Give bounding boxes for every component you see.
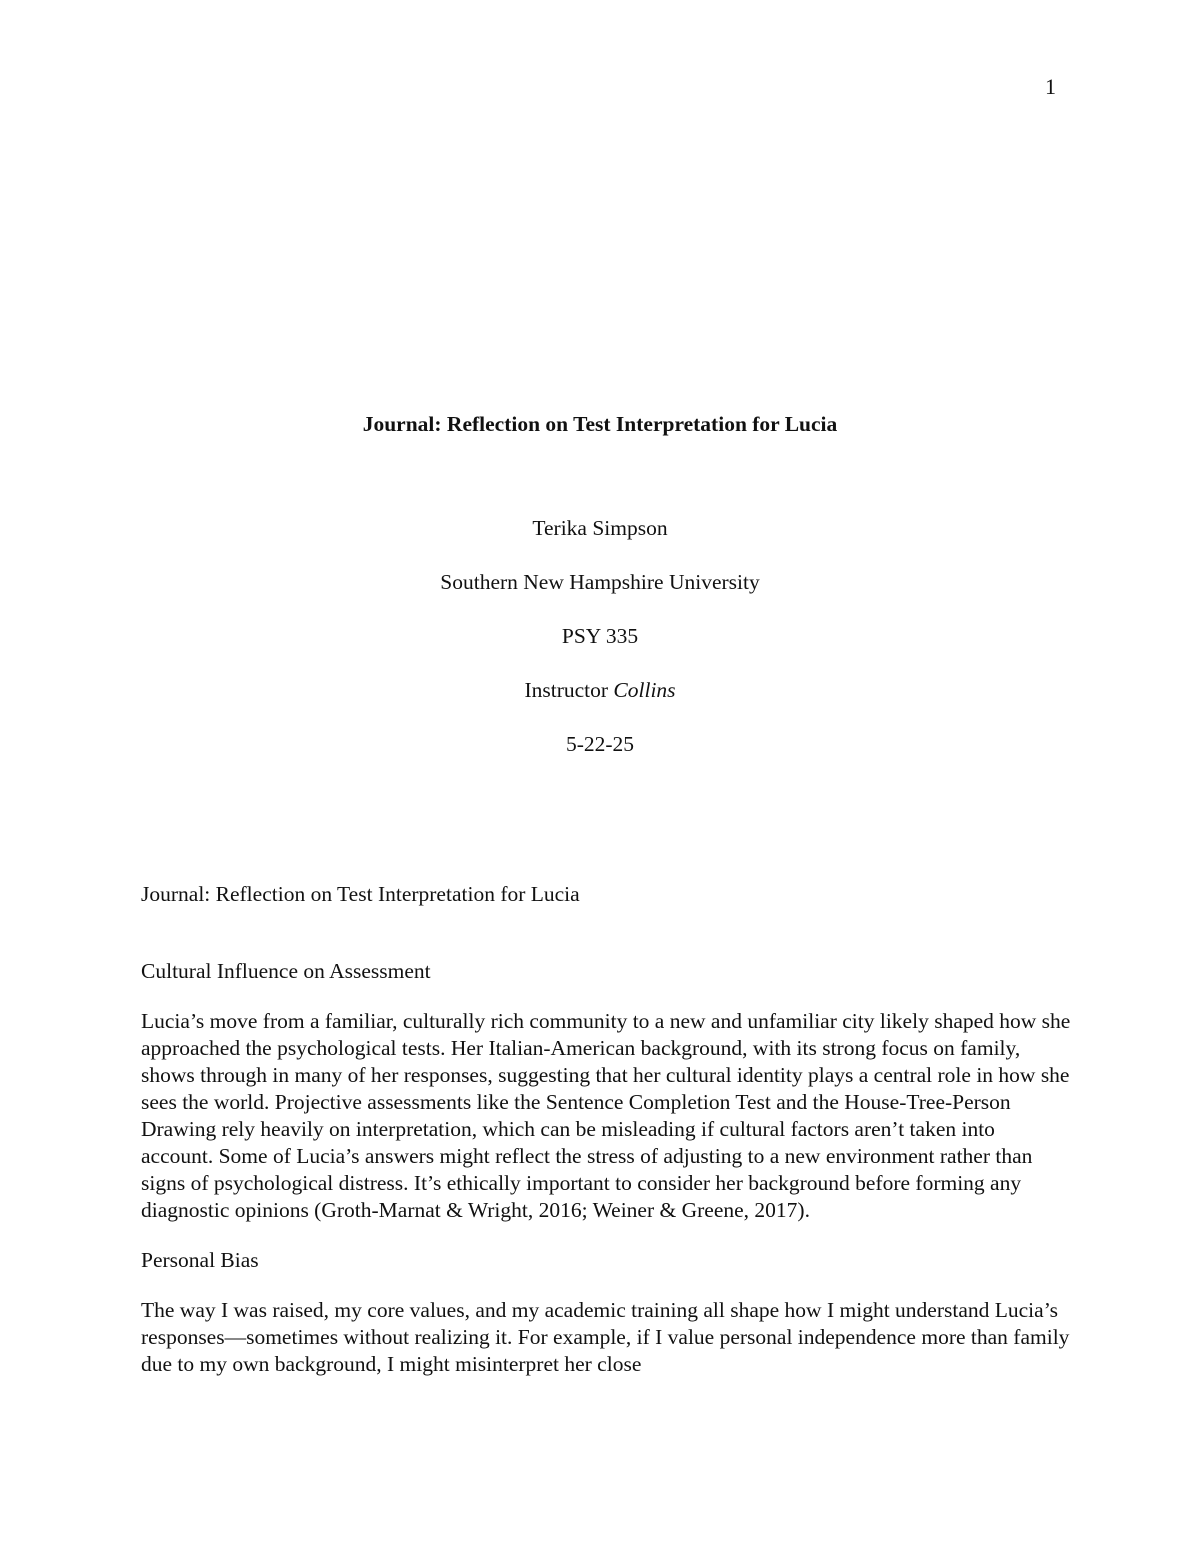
page-number: 1: [1045, 74, 1056, 99]
document-body: [141, 881, 1071, 1401]
instructor-line: [0, 674, 1200, 728]
section-heading-personal-bias: Personal Bias: [141, 1248, 259, 1272]
institution-name: Southern New Hampshire University: [440, 570, 760, 594]
title-page: [0, 408, 1200, 782]
course-code: PSY 335: [561, 624, 639, 648]
submission-date: 5-22-25: [565, 732, 635, 756]
instructor-name: Collins: [613, 678, 676, 702]
section-heading-cultural-influence: Cultural Influence on Assessment: [141, 959, 431, 983]
body-title: Journal: Reflection on Test Interpretation for Lucia: [141, 882, 580, 906]
paragraph-cultural-influence: Lucia’s move from a familiar, culturally rich community to a new and unfamiliar city likely shaped how she approached the psychological tests. Her Italian-American background, with its strong focus on family, shows through in many of her responses, suggesting that her cultural identity plays a central role in how she sees the world. Projective assessments like the Sentence Completion Test and the House-Tree-Person Drawing rely heavily on interpretation, which can be misleading if cultural factors aren’t taken into account. Some of Lucia’s answers might reflect the stress of adjusting to a new environment rather than signs of psychological distress. It’s ethically important to consider her background before forming any diagnostic opinions (Groth-Marnat & Wright, 2016; Weiner & Greene, 2017).: [141, 1009, 1071, 1222]
author-name: Terika Simpson: [532, 516, 668, 540]
instructor-prefix: Instructor: [524, 678, 614, 702]
document-title: Journal: Reflection on Test Interpretation for Lucia: [362, 412, 838, 436]
paragraph-personal-bias: The way I was raised, my core values, and my academic training all shape how I might understand Lucia’s responses—sometimes without realizing it. For example, if I value personal independence more than family due to my own background, I might misinterpret her close: [141, 1298, 1070, 1376]
